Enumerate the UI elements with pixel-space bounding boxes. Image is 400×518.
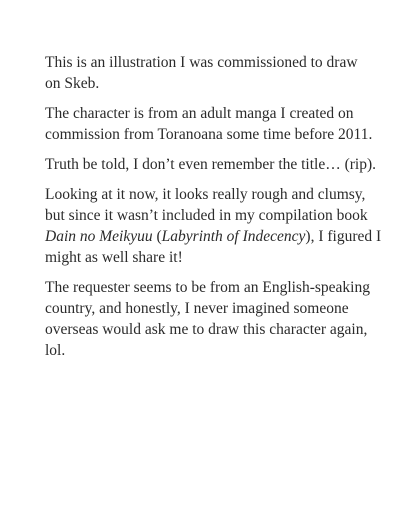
text-line: This is an illustration I was commissioned to draw (45, 54, 358, 71)
text-line: commission from Toranoana some time before 2011. (45, 126, 373, 143)
text-line: The requester seems to be from an English-speaking (45, 279, 370, 296)
paragraph-forgotten-title (45, 154, 377, 175)
article-body (45, 52, 382, 370)
text-line: Looking at it now, it looks really rough and clumsy, (45, 186, 366, 203)
text-line: but since it wasn’t included in my compilation book (45, 207, 368, 224)
paragraph-compilation-book (45, 184, 382, 268)
text-line: might as well share it! (45, 249, 183, 266)
book-title-japanese: Dain no Meikyuu (45, 228, 153, 245)
paragraph-commission (45, 52, 361, 94)
paragraph-character-origin (45, 103, 373, 145)
text-line: Truth be told, I don’t even remember the title… (rip). (45, 156, 377, 173)
text-line: The character is from an adult manga I created on (45, 105, 354, 122)
paragraph-requester (45, 277, 370, 361)
book-title-english: Labyrinth of Indecency (161, 228, 306, 245)
text-line: overseas would ask me to draw this character again, (45, 321, 368, 338)
text-line: on Skeb. (45, 75, 100, 92)
text-line: Dain no Meikyuu (Labyrinth of Indecency), I figured I (45, 228, 382, 245)
text-line: lol. (45, 342, 66, 359)
text-line: country, and honestly, I never imagined someone (45, 300, 349, 317)
